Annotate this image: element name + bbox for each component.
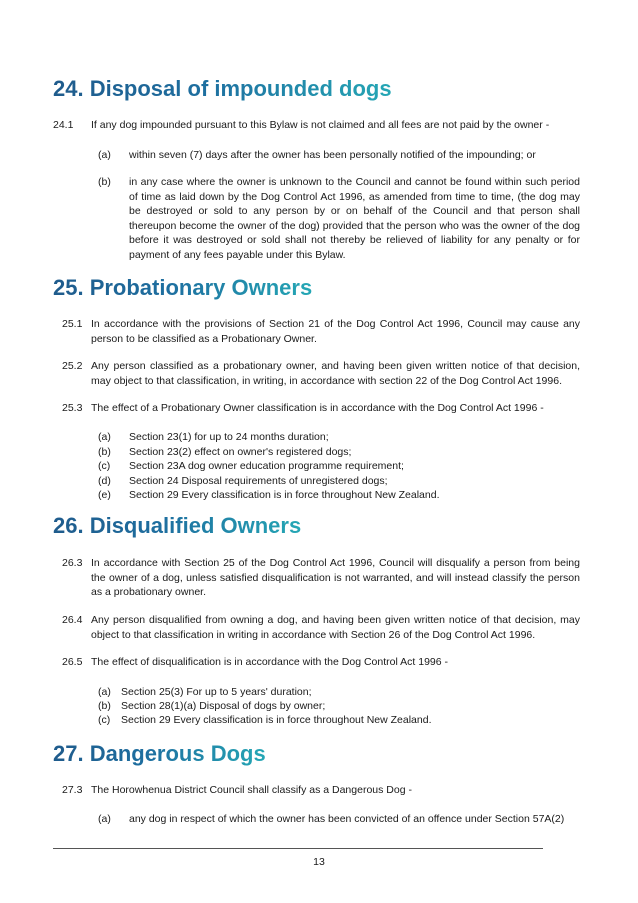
clause-number: 25.1	[62, 318, 83, 330]
clause-text: Any person disqualified from owning a dog, and having been given written notice of that decision, may object to that classification in writing in accordance with Section 26 of the Dog Control Act 1996.	[91, 614, 580, 641]
page-number: 13	[313, 856, 325, 868]
item-text: Section 23(1) for up to 24 months duration;	[129, 431, 329, 443]
item-label: (e)	[98, 489, 111, 501]
item-label: (a)	[98, 686, 111, 698]
item-label: (a)	[98, 431, 111, 443]
item-label: (b)	[98, 176, 111, 188]
item-label: (c)	[98, 460, 111, 472]
item-label: (a)	[98, 149, 111, 161]
item-text: Section 23A dog owner education programme requirement;	[129, 460, 404, 472]
item-label: (b)	[98, 700, 111, 712]
clause-number: 25.2	[62, 360, 83, 372]
clause-number: 24.1	[53, 119, 74, 131]
section-heading-27: 27. Dangerous Dogs	[53, 741, 266, 766]
item-label: (d)	[98, 475, 111, 487]
clause-number: 26.4	[62, 614, 83, 626]
section-heading-24: 24. Disposal of impounded dogs	[53, 76, 392, 101]
clause-text: Any person classified as a probationary owner, and having been given written notice of that decision, may object to that classification, in writing, in accordance with section 22 of the Dog Control Act 1996.	[91, 360, 580, 387]
item-text: in any case where the owner is unknown to the Council and cannot be found within such period of time as laid down by the Dog Control Act 1996, as amended from time to time, (the dog may be destroyed or sold to any person by or on behalf of the Council and that person shall thereupon become the owner of the dog) provided that the person who was the owner of the dog before it was destroyed or sold shall not thereby be relieved of liability for any penalty or for payment of any fees payable under this Bylaw.	[129, 176, 580, 261]
item-text: any dog in respect of which the owner has been convicted of an offence under Section 57A(2)	[129, 813, 565, 825]
item-text: Section 23(2) effect on owner's registered dogs;	[129, 446, 352, 458]
item-text: Section 24 Disposal requirements of unregistered dogs;	[129, 475, 388, 487]
clause-text: The Horowhenua District Council shall classify as a Dangerous Dog -	[91, 784, 412, 796]
section-heading-26: 26. Disqualified Owners	[53, 513, 302, 538]
item-text: Section 29 Every classification is in force throughout New Zealand.	[121, 714, 432, 726]
clause-text: The effect of disqualification is in accordance with the Dog Control Act 1996 -	[91, 656, 449, 668]
clause-text: The effect of a Probationary Owner classification is in accordance with the Dog Control Act 1996 -	[91, 402, 544, 414]
section-heading-25: 25. Probationary Owners	[53, 275, 313, 300]
clause-number: 25.3	[62, 402, 83, 414]
item-text: Section 29 Every classification is in force throughout New Zealand.	[129, 489, 440, 501]
clause-text: In accordance with Section 25 of the Dog Control Act 1996, Council will disqualify a person from being the owner of a dog, unless satisfied disqualification is not warranted, and will instead classify the person as a probationary owner.	[91, 557, 580, 599]
item-text: Section 25(3) For up to 5 years' duration;	[121, 686, 312, 698]
item-text: within seven (7) days after the owner has been personally notified of the impounding; or	[129, 149, 536, 161]
item-label: (a)	[98, 813, 111, 825]
clause-text: In accordance with the provisions of Section 21 of the Dog Control Act 1996, Council may cause any person to be classified as a Probationary Owner.	[91, 318, 580, 345]
item-label: (c)	[98, 714, 111, 726]
clause-number: 27.3	[62, 784, 83, 796]
clause-number: 26.3	[62, 557, 83, 569]
clause-text: If any dog impounded pursuant to this Bylaw is not claimed and all fees are not paid by the owner -	[91, 119, 550, 131]
footer-rule	[53, 848, 543, 849]
item-label: (b)	[98, 446, 111, 458]
clause-number: 26.5	[62, 656, 83, 668]
item-text: Section 28(1)(a) Disposal of dogs by owner;	[121, 700, 326, 712]
